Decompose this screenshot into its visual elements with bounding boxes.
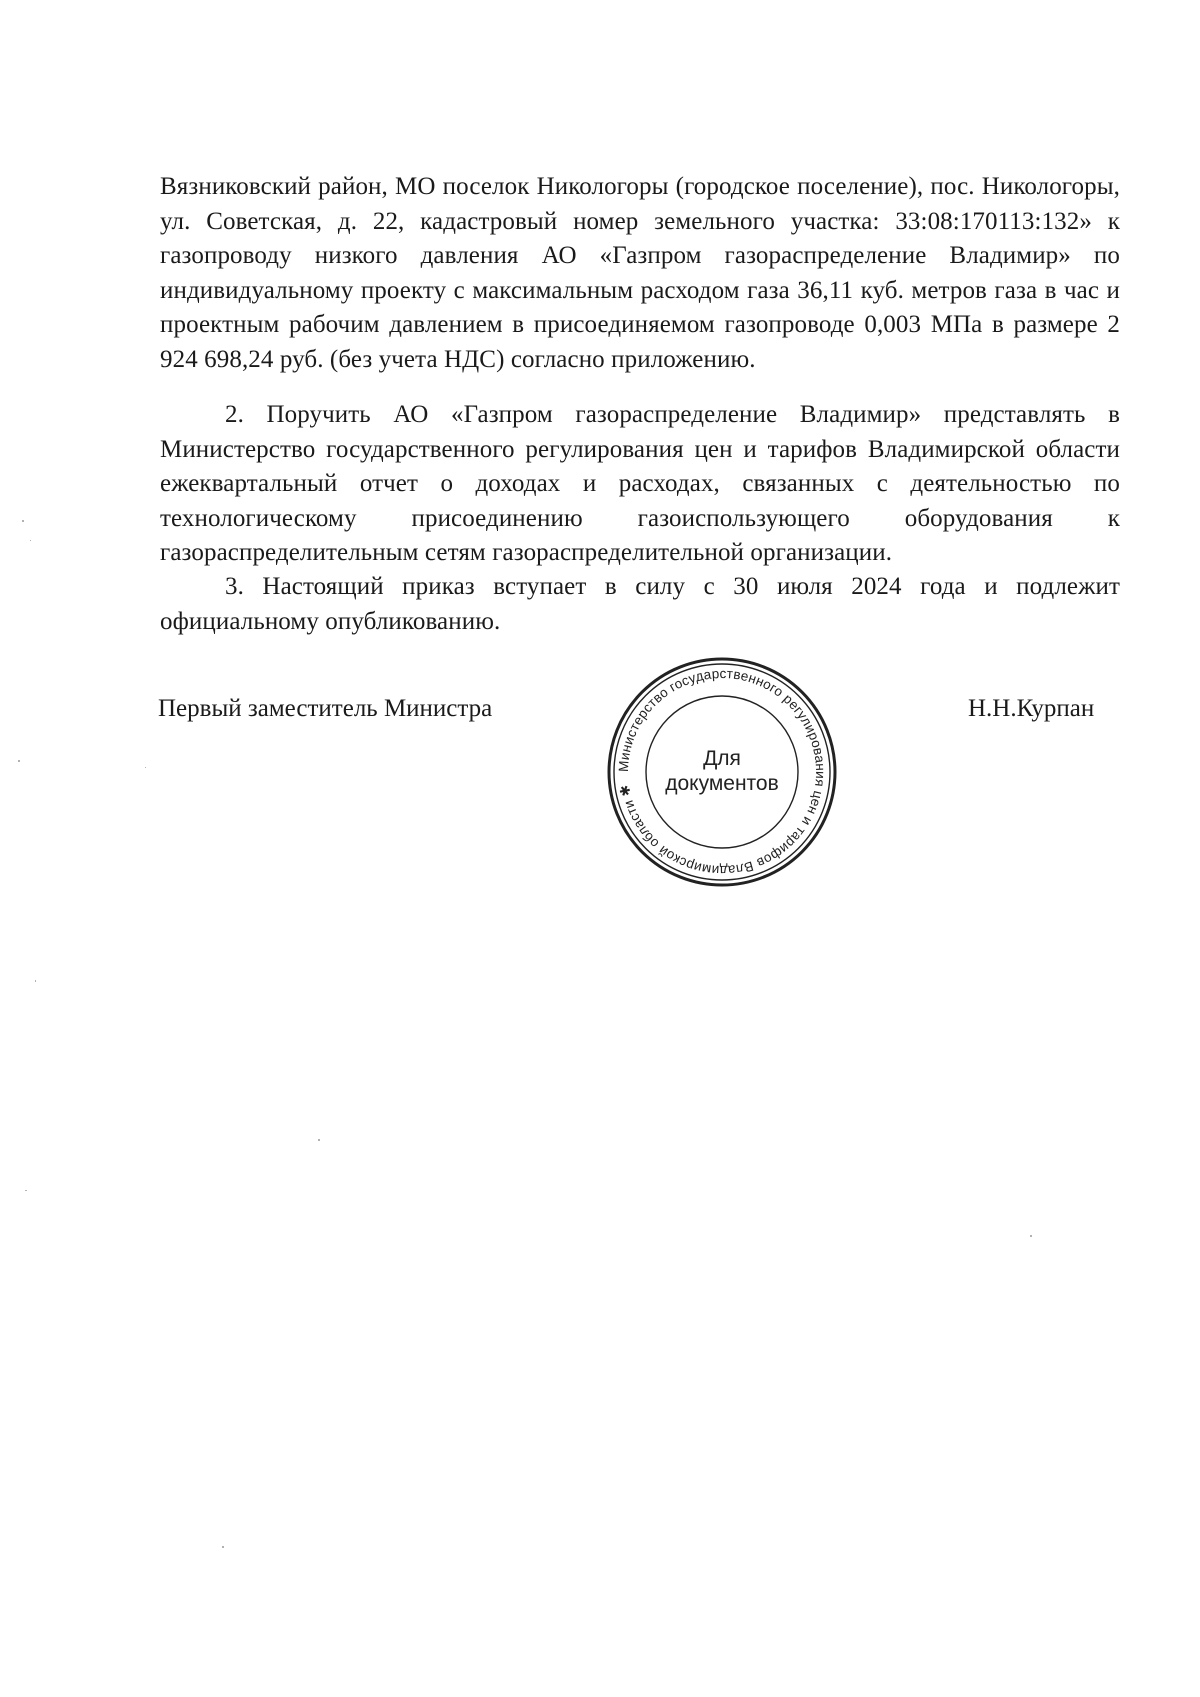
scan-speck <box>145 767 146 768</box>
paragraph-1: Вязниковский район, МО поселок Никологоры (городское поселение), пос. Никологоры, ул. Советская, д. 22, кадастровый номер земельного участка: 33:08:170113:132» к газопроводу низкого давления АО «Газпром газораспределение Владимир» по индивидуальному проекту с максимальным расходом газа 36,11 куб. метров газа в час и проектным рабочим давлением в присоединяемом газопроводе 0,003 МПа в размере 2 924 698,24 руб. (без учета НДС) согласно приложению. <box>160 173 1120 373</box>
scan-speck <box>318 1139 320 1141</box>
seal-center-line-2: документов <box>665 772 779 795</box>
scan-speck <box>22 520 24 522</box>
scan-speck <box>30 540 31 541</box>
scan-speck <box>25 1190 27 1191</box>
scan-speck <box>1030 1235 1032 1237</box>
signatory-title: Первый заместитель Министра <box>158 695 493 722</box>
official-seal-stamp <box>604 654 840 890</box>
paragraph-2: 2. Поручить АО «Газпром газораспределение Владимир» представлять в Министерство государственного регулирования цен и тарифов Владимирской области ежеквартальный отчет о доходах и расходах, связанных с деятельностью по технологическому присоединению газоиспользующего оборудования к газораспределительным сетям газораспределительной организации. <box>160 401 1120 566</box>
scan-speck <box>35 980 36 982</box>
signature-block <box>0 695 1200 735</box>
scan-speck <box>18 760 20 762</box>
seal-center-line-1: Для <box>703 747 741 770</box>
seal-center-text <box>604 746 840 796</box>
seal-ring-text: Министерство государственного регулирования цен и тарифов Владимирской области ✱ <box>615 665 829 879</box>
paragraph-3: 3. Настоящий приказ вступает в силу с 30 июля 2024 года и подлежит официальному опубликованию. <box>160 573 1120 635</box>
signatory-name: Н.Н.Курпан <box>968 695 1095 722</box>
scan-speck <box>222 1546 224 1548</box>
